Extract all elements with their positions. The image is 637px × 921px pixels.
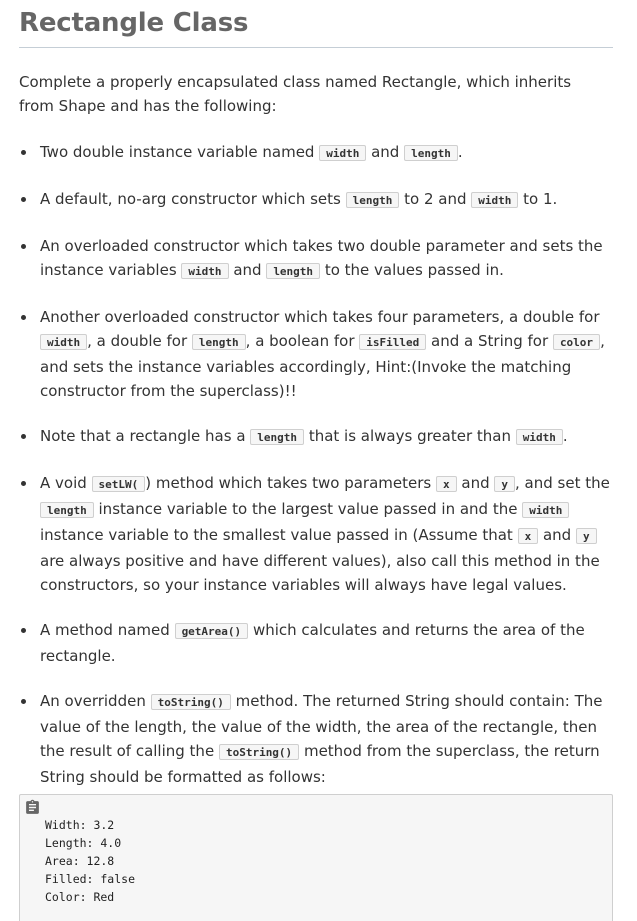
inline-code: width [181, 263, 228, 279]
inline-code: color [553, 334, 600, 350]
list-item: A default, no-arg constructor which sets length to 2 and width to 1. [19, 187, 613, 213]
inline-code: width [522, 502, 569, 518]
inline-code: toString() [219, 744, 299, 760]
inline-code: width [319, 145, 366, 161]
bullet-icon [21, 150, 26, 155]
inline-code: y [494, 476, 515, 492]
list-item: Another overloaded constructor which takes four parameters, a double for width , a double for length , a boolean for isFilled and a String for color , and sets the instance variables accordingly, Hint:(Invoke the matching constructor from the superclass)!! [19, 305, 613, 403]
inline-code: length [250, 429, 304, 445]
inline-code: y [576, 528, 597, 544]
requirements-list [19, 140, 613, 789]
inline-code: length [266, 263, 320, 279]
code-sample: Width: 3.2 Length: 4.0 Area: 12.8 Filled: false Color: Red [45, 818, 136, 904]
bullet-icon [21, 244, 26, 249]
list-item: A void setLW( ) method which takes two parameters x and y , and set the length instance variable to the largest value passed in and the width instance variable to the smallest value passed in (Assume that x and y are always positive and have different values), also call this method in the constructors, so your instance variables will always have legal values. [19, 471, 613, 597]
inline-code: length [404, 145, 458, 161]
code-sample-block [19, 794, 613, 921]
clipboard-icon[interactable] [24, 799, 41, 816]
inline-code: length [346, 192, 400, 208]
bullet-icon [21, 315, 26, 320]
list-item: A method named getArea() which calculates and returns the area of the rectangle. [19, 618, 613, 668]
inline-code: width [516, 429, 563, 445]
list-item: An overloaded constructor which takes two double parameter and sets the instance variables width and length to the values passed in. [19, 234, 613, 284]
bullet-icon [21, 197, 26, 202]
bullet-icon [21, 628, 26, 633]
intro-paragraph: Complete a properly encapsulated class named Rectangle, which inherits from Shape and has the following: [19, 73, 572, 115]
list-item: Two double instance variable named width and length . [19, 140, 613, 166]
inline-code: length [192, 334, 246, 350]
bullet-icon [21, 699, 26, 704]
list-item: An overridden toString() method. The returned String should contain: The value of the length, the value of the width, the area of the rectangle, then the result of calling the toString() method from the superclass, the return String should be formatted as follows: [19, 689, 613, 789]
inline-code: width [471, 192, 518, 208]
inline-code: width [40, 334, 87, 350]
inline-code: x [518, 528, 539, 544]
inline-code: setLW( [92, 476, 146, 492]
page-title: Rectangle Class [19, 0, 613, 48]
inline-code: getArea() [175, 623, 249, 639]
inline-code: toString() [151, 694, 231, 710]
bullet-icon [21, 481, 26, 486]
list-item: Note that a rectangle has a length that is always greater than width . [19, 424, 613, 450]
bullet-icon [21, 434, 26, 439]
inline-code: length [40, 502, 94, 518]
page-content [19, 0, 613, 810]
inline-code: isFilled [359, 334, 426, 350]
inline-code: x [436, 476, 457, 492]
